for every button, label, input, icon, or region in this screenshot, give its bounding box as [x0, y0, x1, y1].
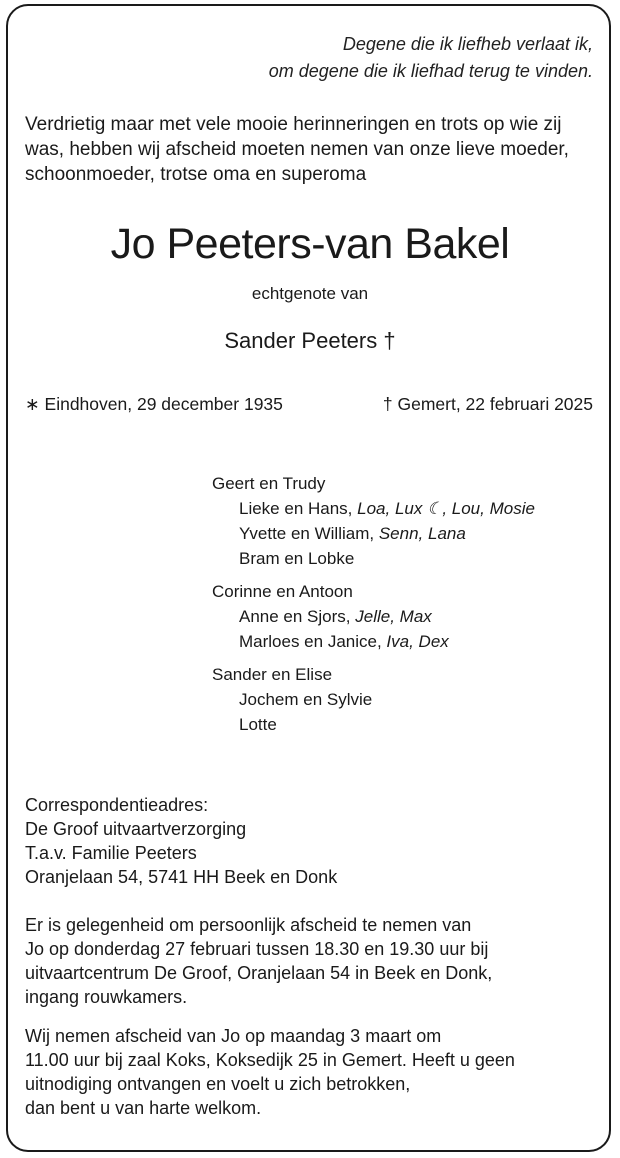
birth-info: ∗ Eindhoven, 29 december 1935	[25, 394, 283, 414]
farewell-line: uitnodiging ontvangen en voelt u zich betrokken,	[25, 1074, 411, 1094]
family-child	[212, 629, 535, 654]
child-names: Yvette en William,	[239, 524, 375, 543]
farewell-line: 11.00 uur bij zaal Koks, Koksedijk 25 in Gemert. Heeft u geen	[25, 1050, 515, 1070]
family-group	[212, 471, 535, 571]
family-group	[212, 662, 535, 737]
spouse-name: Sander Peeters †	[224, 328, 396, 353]
family-parent: Geert en Trudy	[212, 474, 326, 493]
visitation-line: Er is gelegenheid om persoonlijk afscheid te nemen van	[25, 915, 472, 935]
correspondence-line: De Groof uitvaartverzorging	[25, 819, 247, 839]
grandchildren: Iva, Dex	[386, 632, 449, 651]
family-child	[212, 496, 535, 521]
child-names: Lieke en Hans,	[239, 499, 353, 518]
child-names: Lotte	[239, 715, 277, 734]
quote-line-2: om degene die ik liefhad terug te vinden.	[268, 61, 593, 81]
child-names: Bram en Lobke	[239, 549, 355, 568]
death-info: † Gemert, 22 februari 2025	[382, 394, 593, 414]
family-child	[212, 521, 535, 546]
family-parent: Corinne en Antoon	[212, 582, 353, 601]
visitation-line: uitvaartcentrum De Groof, Oranjelaan 54 in Beek en Donk,	[25, 963, 493, 983]
visitation-block	[25, 913, 600, 1009]
family-parent: Sander en Elise	[212, 665, 333, 684]
family-group	[212, 579, 535, 654]
farewell-line: Wij nemen afscheid van Jo op maandag 3 maart om	[25, 1026, 442, 1046]
child-names: Jochem en Sylvie	[239, 690, 373, 709]
grandchildren: Loa, Lux ☾, Lou, Mosie	[357, 499, 535, 518]
quote-line-1: Degene die ik liefheb verlaat ik,	[342, 34, 593, 54]
grandchildren: Senn, Lana	[378, 524, 466, 543]
visitation-line: ingang rouwkamers.	[25, 987, 188, 1007]
farewell-block	[25, 1024, 600, 1120]
intro-text: Verdrietig maar met vele mooie herinneringen en trots op wie zij was, hebben wij afscheid moeten nemen van onze lieve moeder, schoonmoeder, trotse oma en superoma	[25, 114, 569, 185]
relation-text: echtgenote van	[251, 284, 369, 303]
family-child	[212, 546, 535, 571]
family-child	[212, 604, 535, 629]
correspondence-label: Correspondentieadres:	[25, 795, 209, 815]
family-list	[212, 471, 535, 745]
visitation-line: Jo op donderdag 27 februari tussen 18.30 en 19.30 uur bij	[25, 939, 489, 959]
grandchildren: Jelle, Max	[355, 607, 432, 626]
farewell-line: dan bent u van harte welkom.	[25, 1098, 262, 1118]
correspondence-line: T.a.v. Familie Peeters	[25, 843, 197, 863]
child-names: Marloes en Janice,	[239, 632, 382, 651]
family-child	[212, 712, 535, 737]
correspondence-line: Oranjelaan 54, 5741 HH Beek en Donk	[25, 867, 338, 887]
child-names: Anne en Sjors,	[239, 607, 351, 626]
deceased-name: Jo Peeters-van Bakel	[110, 220, 510, 268]
family-child	[212, 687, 535, 712]
correspondence-block	[25, 793, 600, 889]
